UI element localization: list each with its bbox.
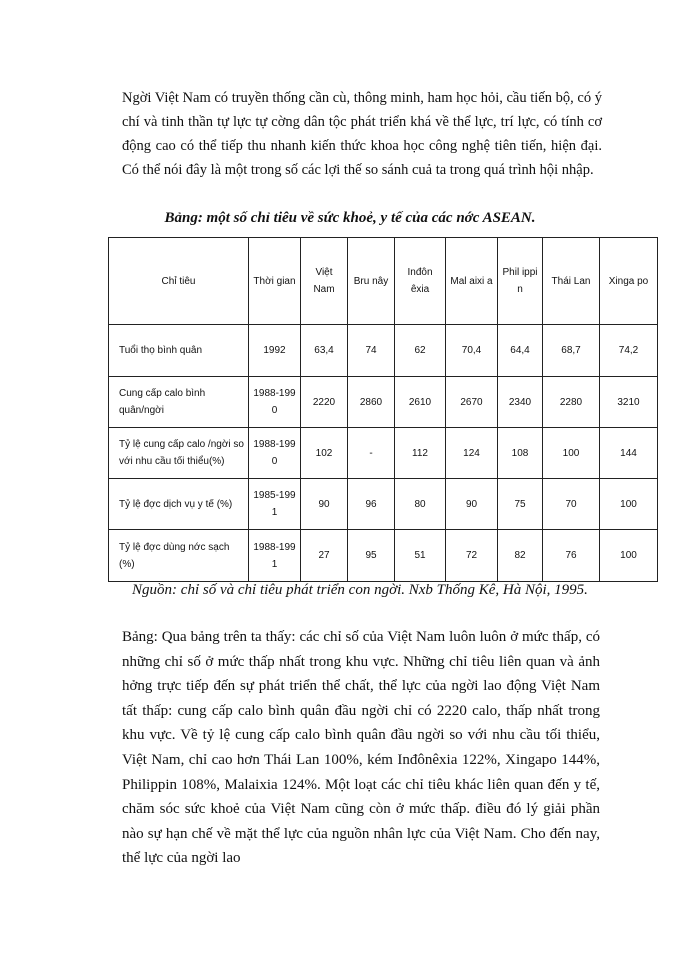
cell-malaysia: 90 <box>446 479 498 530</box>
cell-malaysia: 124 <box>446 428 498 479</box>
cell-brunei: 2860 <box>348 377 395 428</box>
header-philippines: Phil ippi n <box>498 238 543 325</box>
cell-philippines: 108 <box>498 428 543 479</box>
cell-philippines: 2340 <box>498 377 543 428</box>
cell-philippines: 82 <box>498 530 543 582</box>
row-period: 1988-1990 <box>249 428 301 479</box>
analysis-paragraph: Bảng: Qua bảng trên ta thấy: các chỉ số của Việt Nam luôn luôn ở mức thấp, có những chỉ số ở mức thấp nhất trong khu vực. Những chỉ tiêu liên quan và ảnh hởng trực tiếp đến sự phát triển thể chất, thể lực của ngời lao động Việt Nam tất thấp: cung cấp calo bình quân đầu ngời chỉ có 2220 calo, thấp nhất trong khu vực. Về tỷ lệ cung cấp calo bình quân đầu ngời so với nhu cầu tối thiểu, Việt Nam, chỉ cao hơn Thái Lan 100%, kém Inđônêxia 122%, Xingapo 144%, Philippin 108%, Malaixia 124%. Một loạt các chỉ tiêu khác liên quan đến y tế, chăm sóc sức khoẻ của Việt Nam cũng còn ở mức thấp. điều đó lý giải phần nào sự hạn chế về mặt thể lực của nguồn nhân lực của Việt Nam. Cho đến nay, thể lực của ngời lao <box>122 629 600 867</box>
cell-brunei: - <box>348 428 395 479</box>
cell-singapore: 74,2 <box>600 325 658 377</box>
header-indonesia: Inđôn êxia <box>395 238 446 325</box>
cell-brunei: 95 <box>348 530 395 582</box>
cell-indonesia: 80 <box>395 479 446 530</box>
cell-indonesia: 112 <box>395 428 446 479</box>
cell-vietnam: 90 <box>301 479 348 530</box>
table-header-row <box>109 238 658 325</box>
header-indicator: Chỉ tiêu <box>109 238 249 325</box>
header-brunei: Bru nây <box>348 238 395 325</box>
table-row <box>109 428 658 479</box>
cell-thailand: 100 <box>543 428 600 479</box>
row-period: 1992 <box>249 325 301 377</box>
cell-indonesia: 62 <box>395 325 446 377</box>
cell-malaysia: 2670 <box>446 377 498 428</box>
cell-indonesia: 2610 <box>395 377 446 428</box>
table-row <box>109 530 658 582</box>
cell-singapore: 100 <box>600 479 658 530</box>
cell-thailand: 70 <box>543 479 600 530</box>
cell-thailand: 76 <box>543 530 600 582</box>
cell-malaysia: 72 <box>446 530 498 582</box>
table-row <box>109 479 658 530</box>
table-row <box>109 325 658 377</box>
header-thailand: Thái Lan <box>543 238 600 325</box>
table-caption: Bảng: một số chỉ tiêu về sức khoẻ, y tế của các nớc ASEAN. <box>164 210 536 226</box>
cell-brunei: 74 <box>348 325 395 377</box>
asean-health-table <box>108 237 658 582</box>
row-period: 1985-1991 <box>249 479 301 530</box>
cell-malaysia: 70,4 <box>446 325 498 377</box>
row-period: 1988-1991 <box>249 530 301 582</box>
cell-philippines: 64,4 <box>498 325 543 377</box>
row-label: Tỷ lệ đợc dùng nớc sạch (%) <box>109 530 249 582</box>
cell-singapore: 3210 <box>600 377 658 428</box>
cell-singapore: 144 <box>600 428 658 479</box>
cell-vietnam: 102 <box>301 428 348 479</box>
cell-brunei: 96 <box>348 479 395 530</box>
table-row <box>109 377 658 428</box>
header-period: Thời gian <box>249 238 301 325</box>
row-label: Tỷ lệ cung cấp calo /ngời so với nhu cầu tối thiểu(%) <box>109 428 249 479</box>
intro-paragraph: Ngời Việt Nam có truyền thống cần cù, thông minh, ham học hỏi, cầu tiến bộ, có ý chí và tinh thần tự lực tự cờng dân tộc phát triển khá về thể lực, trí lực, có tính cơ động cao có thể tiếp thu nhanh kiến thức khoa học công nghệ tiên tiến, hiện đại. Có thể nói đây là một trong số các lợi thế so sánh cuả ta trong quá trình hội nhập. <box>122 90 602 178</box>
cell-philippines: 75 <box>498 479 543 530</box>
cell-vietnam: 27 <box>301 530 348 582</box>
row-period: 1988-1990 <box>249 377 301 428</box>
cell-vietnam: 2220 <box>301 377 348 428</box>
header-vietnam: Việt Nam <box>301 238 348 325</box>
cell-singapore: 100 <box>600 530 658 582</box>
row-label: Tuổi thọ bình quân <box>109 325 249 377</box>
cell-indonesia: 51 <box>395 530 446 582</box>
row-label: Tỷ lệ đợc dịch vụ y tế (%) <box>109 479 249 530</box>
header-singapore: Xinga po <box>600 238 658 325</box>
cell-vietnam: 63,4 <box>301 325 348 377</box>
header-malaysia: Mal aixi a <box>446 238 498 325</box>
cell-thailand: 68,7 <box>543 325 600 377</box>
source-note: Nguồn: chỉ số và chỉ tiêu phát triển con ngời. Nxb Thống Kê, Hà Nội, 1995. <box>132 582 588 598</box>
row-label: Cung cấp calo bình quân/ngời <box>109 377 249 428</box>
cell-thailand: 2280 <box>543 377 600 428</box>
